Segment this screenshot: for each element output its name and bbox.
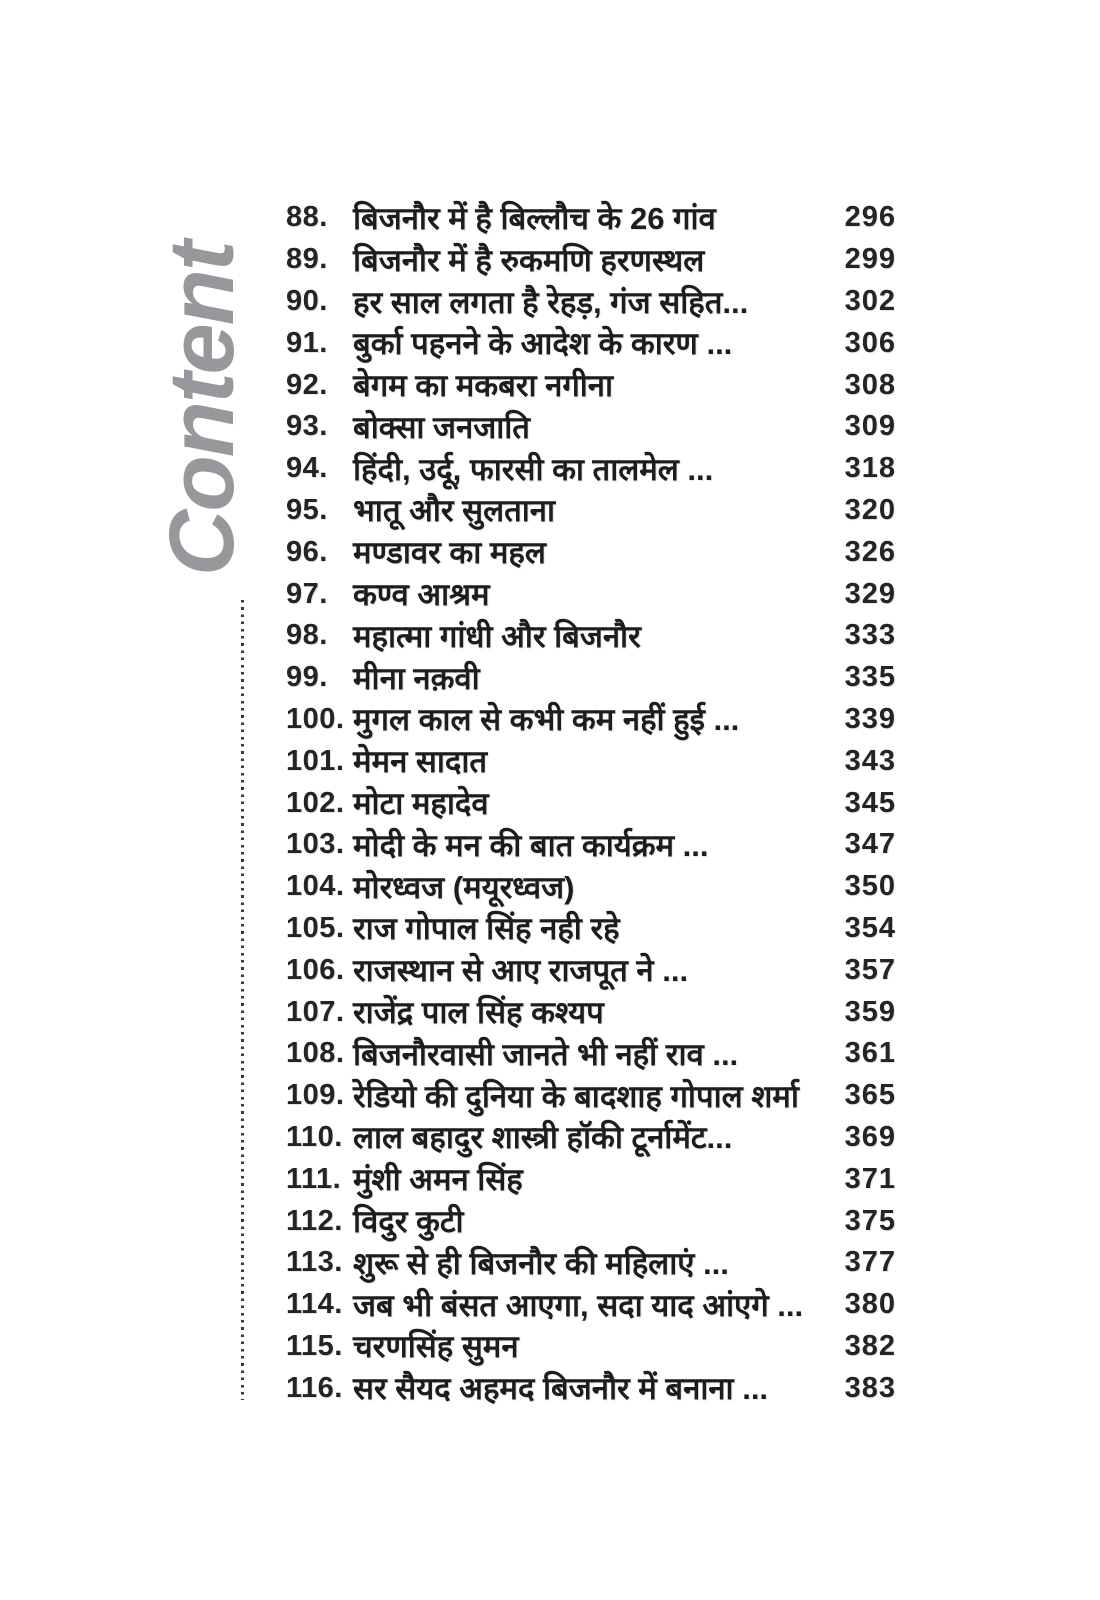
entry-title: विदुर कुटी (353, 1204, 464, 1240)
entry-title: बेगम का मकबरा नगीना (353, 368, 614, 404)
entry-number: 108. (286, 1037, 345, 1070)
toc-row (286, 1326, 896, 1368)
entry-number: 109. (286, 1079, 345, 1112)
entry-number: 98. (286, 619, 328, 652)
entry-page-number: 343 (844, 744, 896, 777)
entry-page-number: 326 (844, 535, 896, 568)
entry-page-number: 383 (844, 1371, 896, 1404)
entry-number: 92. (286, 368, 328, 401)
entry-title: राजेंद्र पाल सिंह कश्यप (353, 995, 604, 1031)
toc-row (286, 657, 896, 699)
entry-page-number: 296 (844, 201, 896, 234)
entry-title: शुरू से ही बिजनौर की महिलाएं ... (353, 1245, 729, 1281)
entry-page-number: 357 (844, 953, 896, 986)
toc-row (286, 740, 896, 782)
entry-number: 95. (286, 493, 328, 526)
entry-page-number: 302 (844, 284, 896, 317)
toc-row (286, 949, 896, 991)
entry-title: मुंशी अमन सिंह (353, 1162, 523, 1198)
entry-title: हिंदी, उर्दू, फारसी का तालमेल ... (353, 451, 714, 487)
entry-title: लाल बहादुर शास्त्री हॉकी टूर्नामेंट... (353, 1120, 733, 1156)
entry-title: मण्डावर का महल (353, 535, 546, 571)
entry-page-number: 335 (844, 661, 896, 694)
entry-title: राज गोपाल सिंह नही रहे (353, 911, 620, 947)
entry-number: 101. (286, 744, 345, 777)
entry-title: मोदी के मन की बात कार्यक्रम ... (353, 827, 709, 863)
toc-row (286, 782, 896, 824)
entry-number: 100. (286, 702, 345, 735)
toc-row (286, 1367, 896, 1409)
entry-number: 110. (286, 1120, 343, 1153)
toc-row (286, 866, 896, 908)
entry-number: 114. (286, 1288, 343, 1321)
dotted-divider-line (241, 600, 244, 1400)
toc-row (286, 364, 896, 406)
entry-page-number: 371 (844, 1162, 896, 1195)
toc-row (286, 699, 896, 741)
entry-page-number: 350 (844, 870, 896, 903)
entry-title: बिजनौरवासी जानते भी नहीं राव ... (353, 1036, 739, 1072)
entry-page-number: 308 (844, 368, 896, 401)
entry-page-number: 320 (844, 493, 896, 526)
vertical-heading (150, 178, 258, 576)
entry-number: 116. (286, 1371, 343, 1404)
entry-number: 113. (286, 1246, 343, 1279)
toc-row (286, 197, 896, 239)
entry-page-number: 347 (844, 828, 896, 861)
entry-page-number: 339 (844, 702, 896, 735)
entry-title: सर सैयद अहमद बिजनौर में बनाना ... (353, 1371, 769, 1407)
entry-title: कण्व आश्रम (353, 577, 490, 613)
entry-number: 96. (286, 535, 328, 568)
entry-page-number: 375 (844, 1204, 896, 1237)
toc-row (286, 448, 896, 490)
entry-title: मोटा महादेव (353, 786, 489, 822)
entry-title: मुगल काल से कभी कम नहीं हुई ... (353, 702, 740, 738)
entry-number: 90. (286, 284, 328, 317)
entry-page-number: 361 (844, 1037, 896, 1070)
toc-row (286, 531, 896, 573)
toc-row (286, 406, 896, 448)
entry-title: महात्मा गांधी और बिजनौर (353, 618, 641, 654)
entry-number: 89. (286, 243, 328, 276)
toc-row (286, 239, 896, 281)
entry-title: मोरध्वज (मयूरध्वज) (353, 869, 575, 905)
entry-number: 102. (286, 786, 345, 819)
entry-title: मेमन सादात (353, 744, 488, 780)
toc-row (286, 991, 896, 1033)
entry-number: 106. (286, 953, 345, 986)
entry-number: 112. (286, 1204, 343, 1237)
entry-title: मीना नक़वी (353, 660, 480, 696)
entry-title: बिजनौर में है रुकमणि हरणस्थल (353, 242, 705, 278)
entry-page-number: 365 (844, 1079, 896, 1112)
entry-page-number: 306 (844, 326, 896, 359)
toc-list (286, 197, 896, 1409)
entry-number: 111. (286, 1162, 342, 1195)
entry-page-number: 329 (844, 577, 896, 610)
toc-row (286, 1284, 896, 1326)
entry-number: 99. (286, 661, 328, 694)
entry-page-number: 354 (844, 911, 896, 944)
entry-number: 91. (286, 326, 328, 359)
entry-title: जब भी बंसत आएगा, सदा याद आंएगे ... (353, 1287, 804, 1323)
entry-title: रेडियो की दुनिया के बादशाह गोपाल शर्मा (353, 1078, 799, 1114)
toc-row (286, 1117, 896, 1159)
entry-number: 103. (286, 828, 345, 861)
entry-number: 104. (286, 870, 345, 903)
entry-title: हर साल लगता है रेहड़, गंज सहित... (353, 284, 749, 320)
entry-page-number: 369 (844, 1120, 896, 1153)
toc-row (286, 1033, 896, 1075)
entry-page-number: 380 (844, 1288, 896, 1321)
entry-number: 105. (286, 911, 345, 944)
entry-title: बोक्सा जनजाति (353, 409, 530, 445)
entry-title: बुर्का पहनने के आदेश के कारण ... (353, 326, 733, 362)
entry-page-number: 333 (844, 619, 896, 652)
toc-row (286, 573, 896, 615)
entry-page-number: 359 (844, 995, 896, 1028)
toc-row (286, 824, 896, 866)
entry-number: 93. (286, 410, 328, 443)
entry-title: चरणसिंह सुमन (353, 1329, 519, 1365)
entry-page-number: 345 (844, 786, 896, 819)
toc-row (286, 908, 896, 950)
entry-title: भातू और सुलताना (353, 493, 556, 529)
toc-row (286, 281, 896, 323)
entry-page-number: 299 (844, 243, 896, 276)
entry-page-number: 382 (844, 1329, 896, 1362)
toc-row (286, 490, 896, 532)
entry-page-number: 318 (844, 452, 896, 485)
toc-row (286, 1158, 896, 1200)
toc-row (286, 615, 896, 657)
entry-number: 94. (286, 452, 328, 485)
entry-number: 115. (286, 1329, 343, 1362)
toc-row (286, 322, 896, 364)
entry-page-number: 377 (844, 1246, 896, 1279)
toc-row (286, 1075, 896, 1117)
entry-number: 97. (286, 577, 328, 610)
entry-page-number: 309 (844, 410, 896, 443)
entry-title: बिजनौर में है बिल्लौच के 26 गांव (353, 200, 716, 236)
toc-row (286, 1200, 896, 1242)
toc-row (286, 1242, 896, 1284)
entry-number: 107. (286, 995, 345, 1028)
entry-title: राजस्थान से आए राजपूत ने ... (353, 953, 689, 989)
entry-number: 88. (286, 201, 328, 234)
content-heading-label: Content (151, 242, 253, 576)
